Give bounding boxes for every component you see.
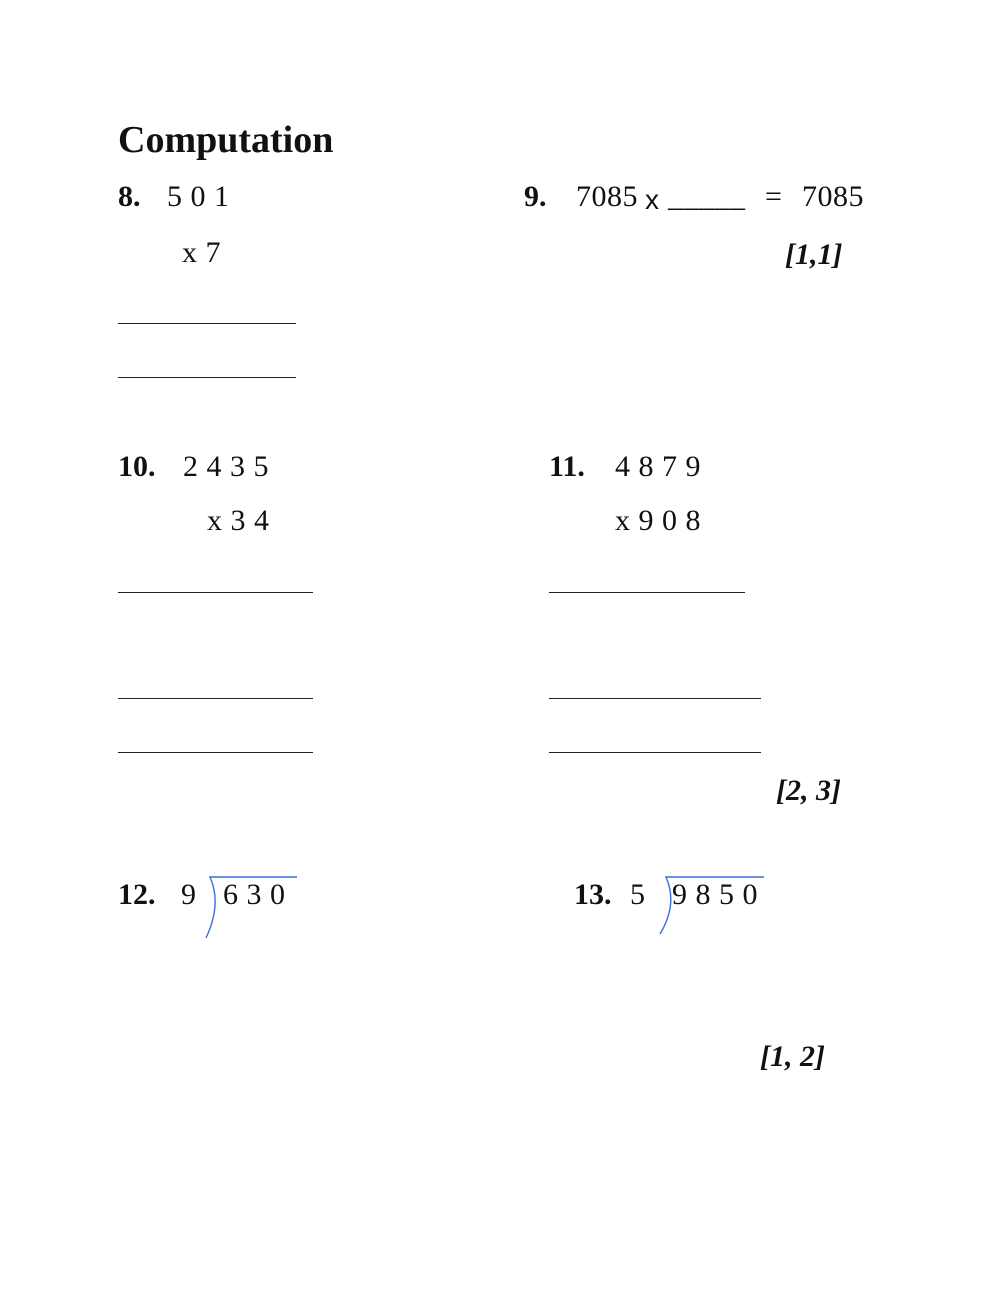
question-11-answer-line-3 (549, 752, 761, 753)
question-10-top-number: 2 4 3 5 (183, 450, 269, 483)
question-9-times-sign: x (645, 184, 659, 215)
question-11-number: 11. (549, 450, 585, 483)
question-8-answer-line-2 (118, 377, 296, 378)
question-9-number: 9. (524, 180, 547, 213)
question-12-divisor: 9 (181, 878, 197, 911)
question-9-equals-sign: = (765, 180, 783, 213)
question-8-multiplier: x 7 (182, 236, 221, 269)
question-12-number: 12. (118, 878, 156, 911)
question-10-answer-line-1 (118, 592, 313, 593)
question-12-dividend: 6 3 0 (223, 878, 286, 911)
page-title: Computation (118, 119, 334, 161)
question-11-top-number: 4 8 7 9 (615, 450, 701, 483)
marks-question-10-11: [2, 3] (776, 774, 841, 807)
question-10-multiplier: x 3 4 (207, 504, 270, 537)
question-9-result: 7085 (802, 180, 864, 213)
question-13-divisor: 5 (630, 878, 646, 911)
question-11-answer-line-1 (549, 592, 745, 593)
question-8-top-number: 5 0 1 (167, 180, 230, 213)
question-10-number: 10. (118, 450, 156, 483)
question-9-blank[interactable]: _____ (668, 180, 746, 213)
marks-question-8-9: [1,1] (785, 238, 843, 271)
question-10-answer-line-2 (118, 698, 313, 699)
question-8-number: 8. (118, 180, 141, 213)
question-10-answer-line-3 (118, 752, 313, 753)
question-11-multiplier: x 9 0 8 (615, 504, 701, 537)
question-9-left-operand: 7085 (576, 180, 638, 213)
question-11-answer-line-2 (549, 698, 761, 699)
question-13-number: 13. (574, 878, 612, 911)
marks-question-12-13: [1, 2] (760, 1040, 825, 1073)
question-13-dividend: 9 8 5 0 (672, 878, 758, 911)
question-8-answer-line-1 (118, 323, 296, 324)
